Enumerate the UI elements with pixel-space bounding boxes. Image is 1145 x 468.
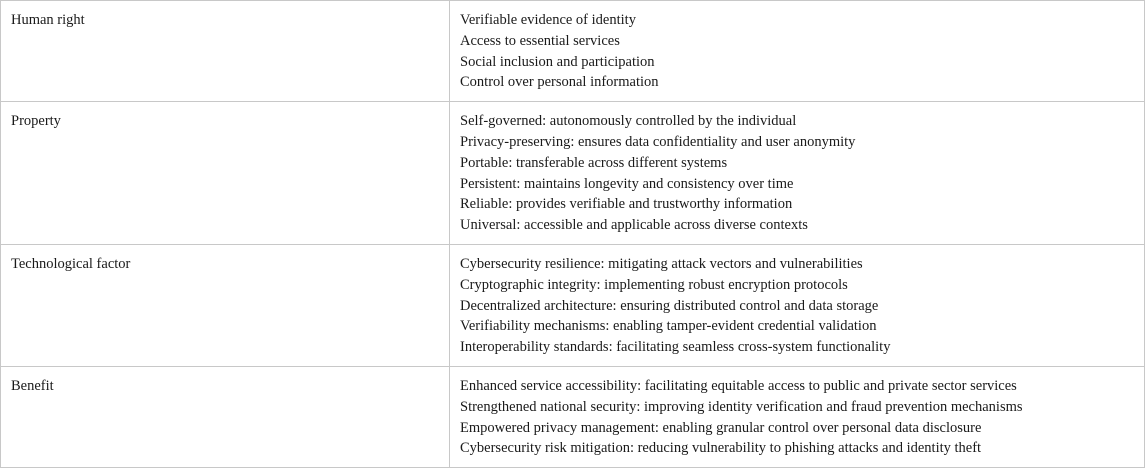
list-item: Verifiability mechanisms: enabling tamper-evident credential validation: [460, 318, 877, 335]
list-item: Access to essential services: [460, 32, 620, 49]
category-cell: Human right: [1, 1, 450, 102]
list-item: Social inclusion and participation: [460, 53, 655, 70]
items-cell: [450, 102, 1145, 245]
list-item: Universal: accessible and applicable across diverse contexts: [460, 217, 808, 234]
list-item: Reliable: provides verifiable and trustworthy information: [460, 196, 793, 213]
category-cell: Technological factor: [1, 244, 450, 366]
category-cell: Property: [1, 102, 450, 245]
list-item: Portable: transferable across different systems: [460, 154, 728, 171]
list-item: Self-governed: autonomously controlled by the individual: [460, 113, 797, 130]
items-cell: [450, 366, 1145, 467]
category-cell: Benefit: [1, 366, 450, 467]
list-item: Interoperability standards: facilitating seamless cross-system functionality: [460, 339, 891, 356]
items-cell: [450, 1, 1145, 102]
list-item: Control over personal information: [460, 74, 659, 91]
list-item: Privacy-preserving: ensures data confidentiality and user anonymity: [460, 133, 856, 150]
list-item: Strengthened national security: improving identity verification and fraud prevention mechanisms: [460, 398, 1023, 415]
list-item: Decentralized architecture: ensuring distributed control and data storage: [460, 297, 879, 314]
table-row: [1, 244, 1145, 366]
list-item: Cryptographic integrity: implementing robust encryption protocols: [460, 276, 848, 293]
list-item: Persistent: maintains longevity and consistency over time: [460, 175, 794, 192]
table-row: [1, 102, 1145, 245]
items-cell: [450, 244, 1145, 366]
list-item: Cybersecurity resilience: mitigating attack vectors and vulnerabilities: [460, 255, 863, 272]
list-item: Verifiable evidence of identity: [460, 12, 636, 28]
list-item: Cybersecurity risk mitigation: reducing vulnerability to phishing attacks and identity theft: [460, 440, 982, 457]
table-row: [1, 1, 1145, 102]
table-row: [1, 366, 1145, 467]
list-item: Empowered privacy management: enabling granular control over personal data disclosure: [460, 419, 982, 436]
list-item: Enhanced service accessibility: facilitating equitable access to public and private sector services: [460, 377, 1017, 394]
